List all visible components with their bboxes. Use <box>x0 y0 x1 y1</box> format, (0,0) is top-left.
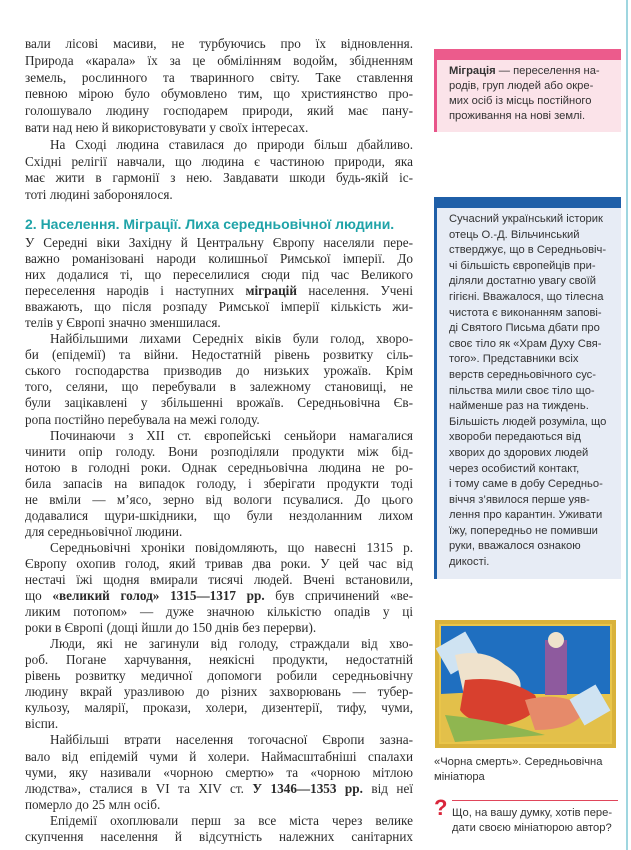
text-line <box>25 283 413 299</box>
text-line: Починаючи з XII ст. європейські сеньйори намагалися <box>50 427 413 443</box>
text-line: вати над нею й використовувати у своїх інтересах. <box>25 119 309 135</box>
text-line: Що, на вашу думку, хотів пере- <box>452 807 613 819</box>
text-line: кульозу, малярії, прокази, холери, дизентерії, тифу, чуми, <box>25 700 413 716</box>
text-line <box>25 781 413 797</box>
text-line: Найбільші втрати населення тогочасної Європи зазна- <box>50 732 413 748</box>
text-line: не вміли — м’ясо, зерно від вологи псувалися. До цього <box>25 491 413 507</box>
text-line: Природа «карала» їх за це обмілінням водойм, збідненням <box>25 52 413 68</box>
text-line: била запасів на випадок голоду, і зберігати продукти тоді <box>25 475 413 491</box>
text-line: пільства мили своє тіло що- <box>449 384 595 397</box>
text-line: верств середньовічного сус- <box>449 368 597 381</box>
text-segment: що <box>25 588 53 604</box>
text-line: чинити опір голоду. Вони розподіляли продукти між бід- <box>25 443 413 459</box>
text-line: скупчення населення й відсутність належних санітарних <box>25 828 413 844</box>
text-line: діляли достатню увагу своїй <box>449 275 597 288</box>
text-line: дати своєю мініатюрою автор? <box>452 822 612 834</box>
definition-line: — переселення на- <box>495 65 600 77</box>
text-line: мініатюра <box>434 771 485 783</box>
text-line: телів у Європі значно зменшилася. <box>25 315 221 331</box>
intro-text <box>25 36 413 204</box>
text-line: родів, груп людей або окре- <box>449 80 594 92</box>
text-line: ського господарства призводив до низьких урожаїв. Крім <box>25 363 413 379</box>
text-line: їжу, попередньо не помивши <box>449 524 598 537</box>
text-line: нестачі їжі щодня вмирали тисячі людей. Вчені встановили, <box>25 571 413 587</box>
text-line: На Сході людина ставилася до природи більш дбайливо. <box>50 136 413 152</box>
text-line: того». Представники всіх <box>449 353 579 366</box>
fact-box <box>434 197 621 579</box>
image-caption <box>434 755 624 785</box>
text-line: «Чорна смерть». Середньовічна <box>434 756 603 768</box>
text-line: має жити в гармонії з нею. Завдавати шкоди будь-якій іс- <box>25 170 413 186</box>
text-line: через особистий контакт, <box>449 462 580 475</box>
text-line: би (епідемії) та війни. Недостатній рівень розвитку сіль- <box>25 347 413 363</box>
text-line: певною мірою було обумовлено тим, що християнство про- <box>25 86 413 102</box>
text-line: рівень розвитку медичної допомоги робили середньовічну <box>25 668 413 684</box>
bold-term: «великий голод» 1315—1317 рр. <box>52 588 265 604</box>
section-heading: 2. Населення. Міграції. Лиха середньовічної людини. <box>25 216 395 232</box>
text-line: додавалися щури-шкідники, що були нездоланним лихом <box>25 507 413 523</box>
text-line: вали лісові масиви, не турбуючись про їх відновлення. <box>25 36 413 51</box>
question-mark-icon: ? <box>434 795 448 820</box>
fact-bar <box>434 197 621 208</box>
text-line: віччя з’явилося перше уяв- <box>449 493 590 506</box>
text-line: найменше раз на тиждень. <box>449 400 589 413</box>
text-line: ді Святого Письма дбати про <box>449 322 600 335</box>
text-line: людину вкрай уразливою до різних захворювань — тубер- <box>25 684 413 700</box>
text-line: Східні релігії навчали, що людина є частиною природи, яка <box>25 153 413 169</box>
text-line: хворих до здорових людей <box>449 446 589 459</box>
text-line: У Середні віки Західну й Центральну Європу населяли пере- <box>25 235 413 250</box>
text-line: стверджує, що в Середньовіч- <box>449 244 607 257</box>
text-line: отець О.-Д. Вільчинський <box>449 228 580 241</box>
text-line: Люди, які не загинули від голоду, страждали від хво- <box>50 636 413 652</box>
text-line: роб. Погане харчування, неякісні продукти, недостатній <box>25 652 413 668</box>
text-line: Найбільшими лихами Середніх віків були голод, хворо- <box>50 331 413 347</box>
text-line: того, селяни, що перебували в залежному становищі, не <box>25 379 413 395</box>
text-segment: від неї <box>362 780 413 796</box>
text-line: Більшість людей розуміла, що <box>449 415 607 428</box>
text-line: роки в Європі (дощі йшли до 150 днів без перерви). <box>25 620 317 636</box>
text-line: тоті людині заборонялося. <box>25 187 173 203</box>
text-line: вважають, що після розпаду Римської імперії кількість жи- <box>25 299 413 315</box>
text-line: лення про карантин. Уживати <box>449 509 603 522</box>
text-line: чуми, яку називали «чорною смертю» та «чорною мітлою <box>25 764 413 780</box>
text-line: гігієні. Вважалося, що тілесна <box>449 290 604 303</box>
text-line: Сучасний український історик <box>449 213 603 225</box>
text-line: були зацікавлені у збільшенні врожаїв. Середньовічна Єв- <box>25 395 413 411</box>
text-line: Епідемії охоплювали перш за все міста через велике <box>50 812 413 828</box>
definition-bar <box>434 49 621 60</box>
bold-term: У 1346—1353 рр. <box>252 780 363 796</box>
text-line: проживання на нові землі. <box>449 110 586 122</box>
question-text <box>452 806 631 836</box>
bold-term: міграцій <box>245 283 297 299</box>
text-line: них додалися ті, що переселилися сюди під час Великого <box>25 267 413 283</box>
text-line: ликим потопом» — дуже значною кількістю опадів у ці <box>25 604 413 620</box>
definition-term: Міграція <box>449 65 496 77</box>
text-line: дикості. <box>449 556 490 569</box>
text-line: вало від епідемій чуми й холери. Наймасштабніші спалахи <box>25 748 413 764</box>
text-line: Середньовічні хроніки повідомляють, що навесні 1315 р. <box>50 539 413 555</box>
text-line: ропа постійно перебувала на межі голоду. <box>25 411 260 427</box>
text-line: чистота є виконанням запові- <box>449 306 602 319</box>
text-segment: населення. Учені <box>296 283 413 299</box>
text-line: Європу охопив голод, який тривав два роки. У цей час від <box>25 555 413 571</box>
text-line: голошувало людину господарем природи, який має пану- <box>25 103 413 119</box>
text-line: нотою в голодні роки. Однак середньовічна людина не ро- <box>25 459 413 475</box>
text-line: віспи. <box>25 716 59 732</box>
section-text <box>25 235 413 845</box>
page-edge-line <box>626 0 628 850</box>
text-segment: був спричинений «ве- <box>264 588 413 604</box>
text-line: хвороби передаються від <box>449 431 581 444</box>
definition-box <box>434 49 621 132</box>
text-line <box>25 588 413 604</box>
text-line: мих осіб із місць постійного <box>449 95 592 107</box>
black-death-miniature-image <box>435 620 616 748</box>
question-divider <box>452 800 618 801</box>
text-line: для середньовічної людини. <box>25 523 183 539</box>
text-segment: переселення народів і наступних <box>25 283 246 299</box>
text-line: важно романізовані народи колишньої Римської імперії. До <box>25 251 413 267</box>
text-line: земель, рослинного та тваринного світу. Таке ставлення <box>25 69 413 85</box>
text-segment: людства», сталися в VI та XIV ст. <box>25 780 253 796</box>
text-line: померло до 25 млн осіб. <box>25 796 161 812</box>
text-line: своє тіло як «Храм Духу Свя- <box>449 337 602 350</box>
text-line: і тому саме в добу Середньо- <box>449 478 603 491</box>
text-line: руки, вважалося ознакою <box>449 540 581 553</box>
text-line: чі більшість європейців при- <box>449 259 596 272</box>
